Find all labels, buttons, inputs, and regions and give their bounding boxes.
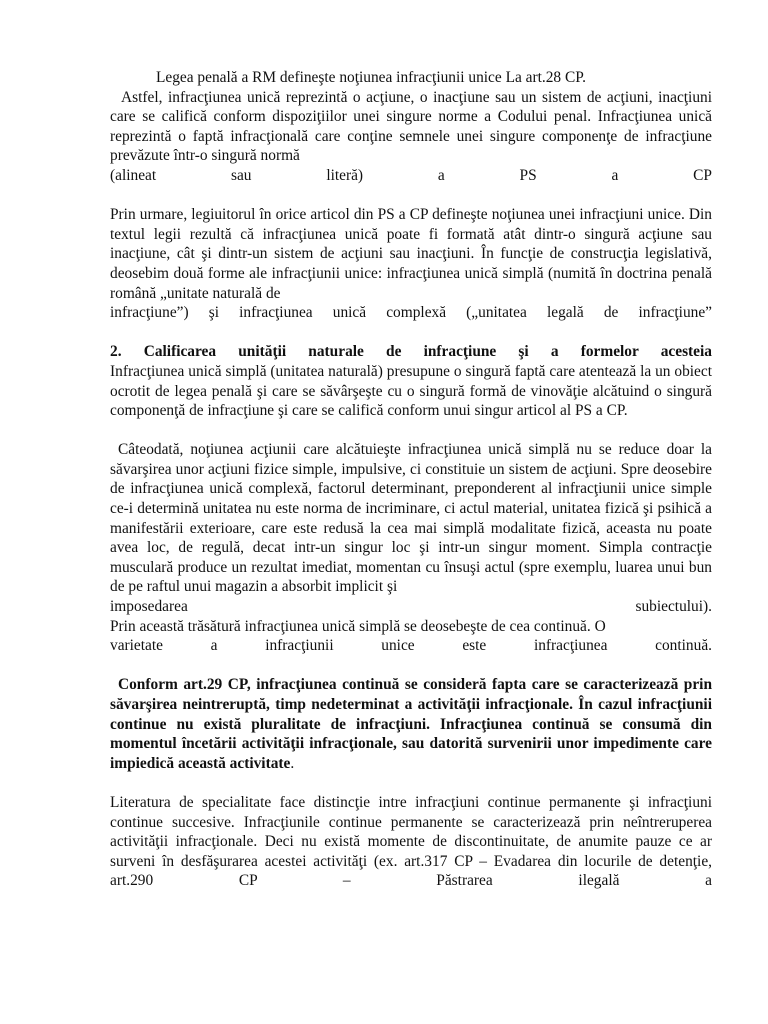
paragraph-6-body: Literatura de specialitate face distincţie intre infracţiuni continue permanente şi infracţiuni continue succesive. Infracţiunile continue permanente se caracterizează prin neîntreruperea activităţii infracţionale. Deci nu există momente de discontinuitate, de anumite pauze ce ar surveni în desfăşurarea acestei activităţi (ex. art.317 CP – Evadarea din locurile de detenţie, art.290 CP – Păstrarea ilegală a <box>110 793 712 890</box>
section-heading: 2. Calificarea unităţii naturale de infracţiune şi a formelor acesteia <box>110 343 712 361</box>
paragraph-4-line: varietate a infracţiunii unice este infracţiunea continuă. <box>110 637 712 655</box>
bold-definition: Conform art.29 CP, infracţiunea continuă se consideră fapta care se caracterizează prin săvarşirea neintreruptă, timp nedeterminat a activităţii infracţionale. În cazul infracţiunii continue nu există pluralitate de infracţiuni. Infracţiunea continuă se consumă din momentul încetării activităţii infracţionale, sau datorită survenirii unor impedimente care impiedică această activitate <box>110 676 712 772</box>
period: . <box>290 754 295 772</box>
paragraph-4-line: Prin această trăsătură infracţiunea unică simplă se deosebeşte de cea continuă. O <box>110 617 606 635</box>
spacer <box>110 421 712 441</box>
paragraph-1-intro: Legea penală a RM defineşte noţiunea infracţiunii unice La art.28 CP. <box>156 69 586 86</box>
document-page <box>110 68 716 891</box>
paragraph-4-line: imposedarea subiectului). <box>110 598 712 616</box>
paragraph-1-body: Astfel, infracţiunea unică reprezintă o acţiune, o inacţiune sau un sistem de acţiuni, inacţiuni care se califică conform dispoziţiilor unei singure norme a Codului penal. Infracţiunea unică reprezintă o faptă infracţională care conţine semnele unei singure componenţe de infracţiune prevăzute într-o singură normă <box>110 88 716 165</box>
paragraph-3-body: Infracţiunea unică simplă (unitatea naturală) presupune o singură faptă care atentează la un obiect ocrotit de legea penală şi care se săvârşeşte cu o singură formă de vinovăţie alcătuind o singură componenţă de infracţiune şi care se califică conform unui singur articol al PS a CP. <box>110 362 712 420</box>
spacer <box>110 773 712 793</box>
paragraph-1-tail: (alineat sau literă) a PS a CP <box>110 166 712 184</box>
spacer <box>110 656 712 676</box>
spacer <box>110 323 712 343</box>
paragraph-4-body: Câteodată, noţiunea acţiunii care alcătuieşte infracţiunea unică simplă nu se reduce doar la săvarşirea unor acţiuni fizice simple, impulsive, ci constituie un sistem de acţiuni. Spre deosebire de infracţiunea unică complexă, factorul determinant, preponderent al infracţiunii unice simple ce-i determină unitatea nu este norma de incriminare, ci actul material, unitatea fizică şi psihică a manifestării exterioare, care este redusă la cea mai simplă modalitate fizică, aceasta nu poate avea loc, de regulă, decat intr-un singur loc şi intr-un singur moment. Simpla contracţie musculară produce un rezultat imediat, momentan cu însuşi actul (spre exemplu, luarea unui bun de pe raftul unui magazin a absorbit implicit şi <box>110 441 712 596</box>
paragraph-2-tail: infracţiune”) şi infracţiunea unică complexă („unitatea legală de infracţiune” <box>110 304 712 322</box>
paragraph-2-body: Prin urmare, legiuitorul în orice articol din PS a CP defineşte noţiunea unei infracţiuni unice. Din textul legii rezultă că infracţiunea unică poate fi formată atât dintr-o singură acţiune sau inacţiune, cât şi dintr-un sistem de acţiuni sau inacţiuni. În funcţie de construcţia legislativă, deosebim două forme ale infracţiunii unice: infracţiunea unică simplă (numită în doctrina penală română „unitate naturală de <box>110 206 712 302</box>
paragraph-5-body <box>110 675 712 773</box>
spacer <box>110 186 712 206</box>
